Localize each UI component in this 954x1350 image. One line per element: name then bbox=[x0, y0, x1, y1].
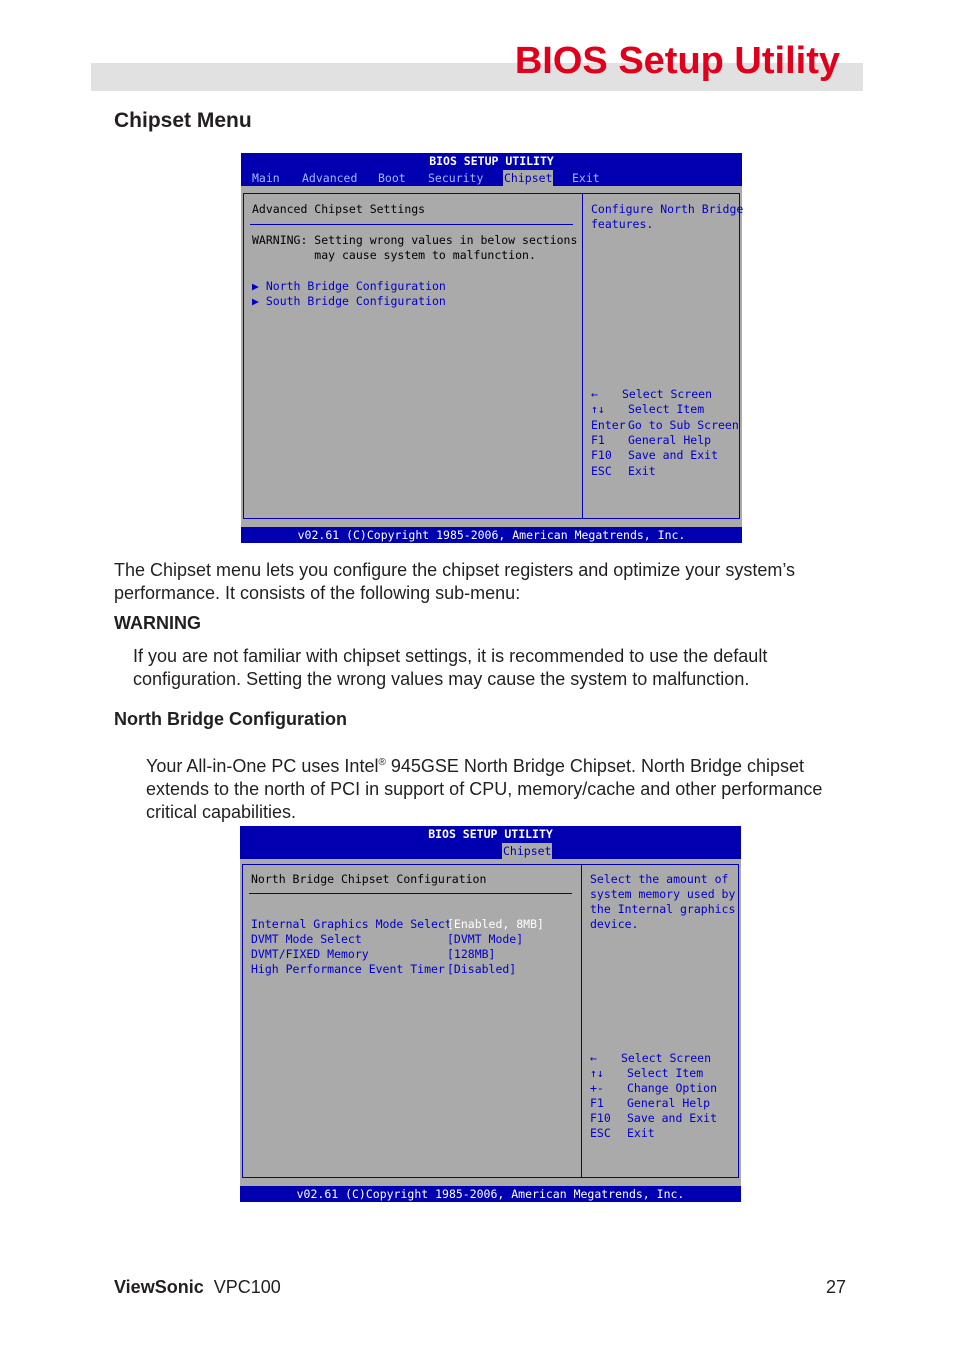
bios-key-label: ↑↓ bbox=[590, 1066, 604, 1080]
north-bridge-paragraph bbox=[146, 751, 846, 824]
bios-panel-divider bbox=[581, 864, 582, 1178]
bios-item-north-bridge[interactable]: ▶ North Bridge Configuration bbox=[252, 279, 446, 293]
warning-paragraph: If you are not familiar with chipset settings, it is recommended to use the default configuration. Setting the wrong values may cause the system to malfunction. bbox=[133, 646, 768, 689]
intro-paragraph: The Chipset menu lets you configure the chipset registers and optimize your system’s performance. It consists of the following sub-menu: bbox=[114, 560, 795, 603]
bios-tab-chipset[interactable]: Chipset bbox=[504, 171, 553, 185]
bios-key-label: F10 bbox=[591, 448, 612, 462]
bios-tab-chipset[interactable]: Chipset bbox=[503, 844, 552, 858]
bios-key-desc: Select Item bbox=[628, 402, 705, 416]
model-name: VPC100 bbox=[213, 1277, 281, 1297]
bios-key-label: ← bbox=[590, 1051, 597, 1065]
bios-key-desc: Select Screen bbox=[622, 387, 713, 401]
bios-help-line-3: the Internal graphics bbox=[590, 902, 736, 916]
bios-tab-main[interactable]: Main bbox=[252, 171, 280, 185]
bios-key-label: ESC bbox=[591, 464, 612, 478]
bios-help-line-2: features. bbox=[591, 217, 654, 231]
bios-panel-divider bbox=[582, 193, 583, 519]
bios-panel-title: North Bridge Chipset Configuration bbox=[251, 872, 487, 886]
bios-key-label: ↑↓ bbox=[591, 402, 605, 416]
bios-setting-value[interactable]: [Enabled, 8MB] bbox=[447, 917, 544, 931]
bios-key-desc: General Help bbox=[628, 433, 712, 447]
bios-setting-label[interactable]: DVMT Mode Select bbox=[251, 932, 362, 946]
section-title: Chipset Menu bbox=[114, 109, 252, 132]
bios-key-label: F10 bbox=[590, 1111, 611, 1125]
bios-panel-rule bbox=[249, 893, 572, 894]
nb-text-pre: Your All-in-One PC uses Intel bbox=[146, 756, 379, 776]
bios-screenshot-chipset bbox=[241, 153, 742, 543]
bios-key-label: F1 bbox=[591, 433, 605, 447]
bios-title: BIOS SETUP UTILITY bbox=[240, 826, 741, 843]
bios-setting-value[interactable]: [Disabled] bbox=[447, 962, 517, 976]
bios-warning-line-1: WARNING: Setting wrong values in below sections bbox=[252, 233, 578, 247]
bios-help-line-4: device. bbox=[590, 917, 639, 931]
bios-copyright: v02.61 (C)Copyright 1985-2006, American Megatrends, Inc. bbox=[240, 1186, 741, 1202]
bios-setting-label[interactable]: High Performance Event Timer bbox=[251, 962, 445, 976]
bios-menu-bar bbox=[241, 170, 742, 186]
registered-mark: ® bbox=[378, 757, 386, 768]
bios-help-line-1: Select the amount of bbox=[590, 872, 729, 886]
bios-item-south-bridge[interactable]: ▶ South Bridge Configuration bbox=[252, 294, 446, 308]
bios-key-label: Enter bbox=[591, 418, 626, 432]
bios-setting-label[interactable]: DVMT/FIXED Memory bbox=[251, 947, 369, 961]
bios-tab-exit[interactable]: Exit bbox=[572, 171, 600, 185]
bios-tab-advanced[interactable]: Advanced bbox=[302, 171, 358, 185]
bios-key-desc: Save and Exit bbox=[627, 1111, 718, 1125]
bios-key-desc: General Help bbox=[627, 1096, 711, 1110]
bios-key-desc: Exit bbox=[627, 1126, 655, 1140]
bios-key-desc: Select Screen bbox=[621, 1051, 712, 1065]
bios-setting-label[interactable]: Internal Graphics Mode Select bbox=[251, 917, 452, 931]
bios-key-label: ESC bbox=[590, 1126, 611, 1140]
bios-key-label: +- bbox=[590, 1081, 604, 1095]
bios-key-desc: Select Item bbox=[627, 1066, 704, 1080]
bios-title: BIOS SETUP UTILITY bbox=[241, 153, 742, 170]
brand-name: ViewSonic bbox=[114, 1277, 204, 1297]
warning-heading: WARNING bbox=[114, 613, 201, 633]
bios-tab-security[interactable]: Security bbox=[428, 171, 484, 185]
page-number: 27 bbox=[825, 1277, 846, 1297]
bios-key-desc: Change Option bbox=[627, 1081, 718, 1095]
page-header-title: BIOS Setup Utility bbox=[514, 40, 840, 82]
bios-key-label: F1 bbox=[590, 1096, 604, 1110]
bios-tab-boot[interactable]: Boot bbox=[378, 171, 406, 185]
bios-panel-rule bbox=[250, 224, 573, 225]
bios-help-line-2: system memory used by bbox=[590, 887, 736, 901]
bios-warning-line-2: may cause system to malfunction. bbox=[252, 248, 536, 262]
bios-key-desc: Save and Exit bbox=[628, 448, 719, 462]
nb-text-post: 945GSE North Bridge Chipset. North Bridge chipset extends to the north of PCI in support of CPU, memory/cache and other performance critical capabilities. bbox=[146, 756, 823, 822]
bios-key-label: ← bbox=[591, 387, 598, 401]
bios-menu-bar bbox=[240, 843, 741, 859]
bios-setting-value[interactable]: [128MB] bbox=[447, 947, 496, 961]
bios-key-desc: Go to Sub Screen bbox=[628, 418, 739, 432]
bios-panel-title: Advanced Chipset Settings bbox=[252, 202, 426, 216]
footer-brand bbox=[114, 1277, 281, 1298]
north-bridge-heading: North Bridge Configuration bbox=[114, 709, 347, 729]
bios-help-line-1: Configure North Bridge bbox=[591, 202, 744, 216]
bios-key-desc: Exit bbox=[628, 464, 656, 478]
bios-copyright: v02.61 (C)Copyright 1985-2006, American Megatrends, Inc. bbox=[241, 527, 742, 543]
bios-screenshot-north-bridge bbox=[240, 826, 741, 1202]
bios-setting-value[interactable]: [DVMT Mode] bbox=[447, 932, 524, 946]
